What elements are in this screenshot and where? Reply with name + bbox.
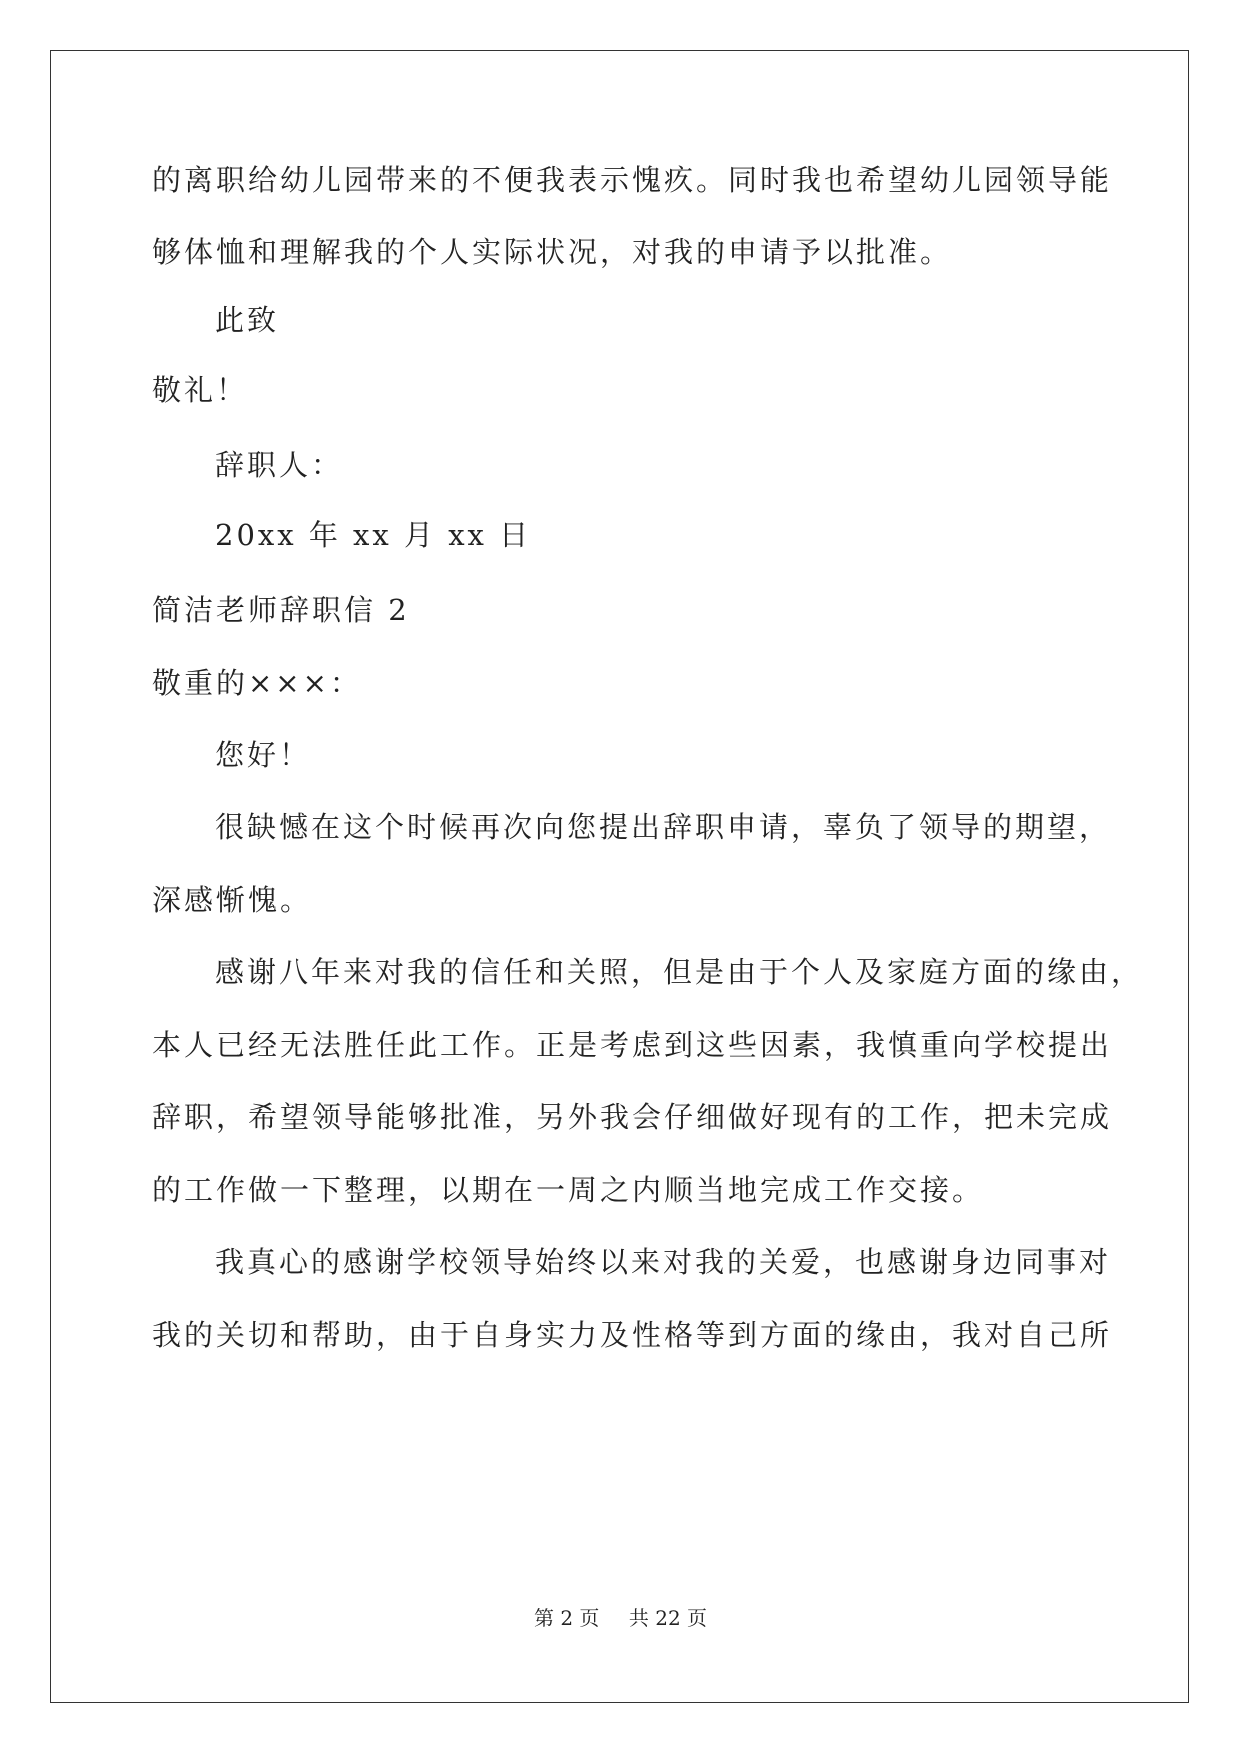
text-line: 敬礼！	[152, 373, 249, 407]
text-line: 辞职人：	[215, 448, 344, 482]
text-line: 的离职给幼儿园带来的不便我表示愧疚。同时我也希望幼儿园领导能	[152, 163, 1113, 197]
greeting: 您好！	[215, 738, 312, 772]
text-line: 此致	[215, 303, 280, 337]
page-footer	[0, 1602, 1241, 1631]
text-line: 深感惭愧。	[152, 883, 313, 917]
text-line: 够体恤和理解我的个人实际状况，对我的申请予以批准。	[152, 235, 953, 269]
text-line: 本人已经无法胜任此工作。正是考虑到这些因素，我慎重向学校提出	[152, 1028, 1113, 1062]
text-line: 我真心的感谢学校领导始终以来对我的关爱，也感谢身边同事对	[215, 1245, 1112, 1279]
salutation: 敬重的×××：	[152, 666, 362, 700]
section-title: 简洁老师辞职信 2	[152, 593, 410, 627]
text-line: 辞职，希望领导能够批准，另外我会仔细做好现有的工作，把未完成	[152, 1100, 1113, 1134]
page-number: 第 2 页	[533, 1606, 600, 1630]
text-line: 很缺憾在这个时候再次向您提出辞职申请，辜负了领导的期望，	[215, 810, 1112, 844]
page-total: 共 22 页	[628, 1606, 708, 1630]
date-line: 20xx 年 xx 月 xx 日	[215, 518, 532, 552]
text-line: 感谢八年来对我的信任和关照，但是由于个人及家庭方面的缘由，	[215, 955, 1144, 989]
text-line: 我的关切和帮助，由于自身实力及性格等到方面的缘由，我对自己所	[152, 1318, 1113, 1352]
page-border	[50, 50, 1189, 1703]
text-line: 的工作做一下整理，以期在一周之内顺当地完成工作交接。	[152, 1173, 985, 1207]
